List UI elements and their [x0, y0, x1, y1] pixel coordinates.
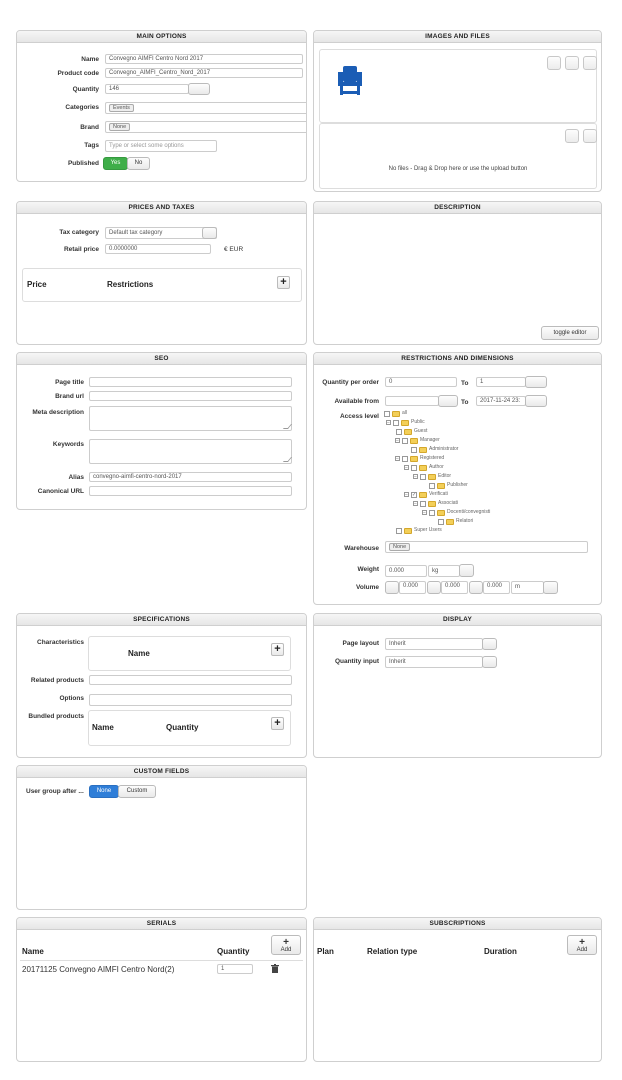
bundled-products-table — [88, 710, 291, 746]
quantity-input-label: Quantity input — [334, 658, 379, 665]
checkbox-icon[interactable] — [429, 510, 435, 516]
specifications-panel — [16, 613, 307, 758]
bundled-products-label: Bundled products — [28, 713, 84, 720]
volume-width-prefix — [427, 581, 441, 594]
collapse-icon[interactable]: − — [414, 501, 417, 507]
warehouse-label: Warehouse — [344, 545, 379, 552]
panel-title: MAIN OPTIONS — [17, 31, 306, 43]
volume-unit-select[interactable]: m — [511, 581, 544, 594]
seo-panel — [16, 352, 307, 510]
available-to-input[interactable]: 2017-11-24 23: — [476, 396, 526, 406]
options-label: Options — [59, 695, 84, 702]
warehouse-tag[interactable]: None — [389, 543, 410, 551]
weight-unit-dropdown[interactable] — [459, 564, 474, 577]
checkbox-icon[interactable] — [420, 501, 426, 507]
canonical-url-input[interactable] — [89, 486, 292, 496]
description-panel — [313, 201, 602, 345]
user-group-custom-button[interactable]: Custom — [118, 785, 156, 798]
volume-length-prefix — [385, 581, 399, 594]
relation-type-column-header: Relation type — [367, 947, 418, 956]
tree-node-author[interactable]: − Author — [405, 464, 444, 471]
retail-price-input[interactable]: 0.0000000 — [105, 244, 211, 254]
brand-label: Brand — [80, 124, 99, 131]
access-level-label: Access level — [339, 413, 379, 420]
available-from-calendar[interactable] — [438, 395, 458, 407]
user-group-none-button[interactable]: None — [89, 785, 119, 798]
page-layout-label: Page layout — [342, 640, 379, 647]
product-image-icon — [334, 64, 366, 96]
page-title-label: Page title — [55, 379, 84, 386]
page-title-input[interactable] — [89, 377, 292, 387]
plan-column-header: Plan — [317, 947, 334, 956]
folder-icon — [410, 438, 418, 444]
image-action-button-3[interactable] — [583, 56, 597, 70]
keywords-label: Keywords — [52, 441, 84, 448]
name-label: Name — [81, 56, 99, 63]
quantity-input[interactable]: 146 — [105, 84, 189, 94]
characteristics-table — [88, 636, 291, 671]
display-panel — [313, 613, 602, 758]
available-from-input[interactable] — [385, 396, 439, 406]
tax-category-dropdown[interactable] — [202, 227, 217, 239]
trash-icon[interactable] — [271, 964, 279, 973]
tree-node-administrator[interactable]: Administrator — [411, 446, 458, 453]
keywords-textarea[interactable] — [89, 439, 292, 464]
tree-node-publisher[interactable]: Publisher — [429, 482, 468, 489]
serial-name-header: Name — [22, 947, 44, 956]
related-products-label: Related products — [30, 677, 84, 684]
access-level-tree[interactable] — [384, 410, 584, 540]
product-code-label: Product code — [57, 70, 99, 77]
serial-quantity-header: Quantity — [217, 947, 250, 956]
tree-node-all[interactable]: all — [384, 410, 407, 417]
folder-icon — [401, 420, 409, 426]
options-input[interactable] — [89, 694, 292, 706]
canonical-url-label: Canonical URL — [37, 488, 84, 495]
duration-column-header: Duration — [484, 947, 517, 956]
meta-description-label: Meta description — [32, 409, 84, 416]
image-dropzone[interactable] — [319, 49, 597, 123]
checkbox-icon[interactable] — [429, 483, 435, 489]
file-dropzone[interactable] — [319, 123, 597, 189]
checkbox-icon[interactable] — [402, 456, 408, 462]
quantity-per-order-spinner[interactable] — [525, 376, 547, 388]
volume-height-prefix — [469, 581, 483, 594]
volume-length-input[interactable]: 0.000 — [399, 581, 426, 594]
price-restrictions-table — [22, 268, 302, 302]
name-column-header: Name — [128, 649, 150, 658]
main-options-panel — [16, 30, 307, 182]
panel-title: SUBSCRIPTIONS — [314, 918, 601, 930]
collapse-icon[interactable]: − — [423, 510, 426, 516]
folder-icon — [410, 456, 418, 462]
plus-icon: + — [283, 937, 289, 948]
volume-unit-dropdown[interactable] — [543, 581, 558, 594]
checkbox-icon[interactable] — [438, 519, 444, 525]
panel-title: DESCRIPTION — [314, 202, 601, 214]
alias-input[interactable]: convegno-aimfi-centro-nord-2017 — [89, 472, 292, 482]
folder-icon — [419, 447, 427, 453]
serial-row-name: 20171125 Convegno AIMFI Centro Nord(2) — [22, 965, 175, 974]
categories-input[interactable] — [105, 102, 307, 114]
checkbox-icon[interactable] — [396, 429, 402, 435]
price-column-header: Price — [27, 280, 47, 289]
user-group-label: User group after ... — [26, 788, 84, 795]
add-price-button[interactable]: + — [277, 276, 290, 289]
serials-panel — [16, 917, 307, 1062]
table-row — [20, 960, 303, 961]
tree-node-associati[interactable]: − Associati — [414, 500, 459, 507]
file-action-button-2[interactable] — [583, 129, 597, 143]
published-label: Published — [67, 160, 99, 167]
files-empty-text: No files - Drag & Drop here or use the upload button — [388, 166, 528, 172]
quantity-per-order-from[interactable]: 0 — [385, 377, 457, 387]
quantity-label: Quantity — [72, 86, 99, 93]
available-from-label: Available from — [334, 398, 379, 405]
related-products-input[interactable] — [89, 675, 292, 685]
brand-select[interactable] — [105, 121, 307, 133]
collapse-icon[interactable]: − — [405, 465, 408, 471]
checkbox-icon[interactable] — [393, 420, 399, 426]
tax-category-select[interactable]: Default tax category — [105, 227, 217, 239]
page-layout-select[interactable]: Inherit — [385, 638, 483, 650]
tree-node-manager[interactable]: − Manager — [396, 437, 440, 444]
brand-url-input[interactable] — [89, 391, 292, 401]
volume-height-input[interactable]: 0.000 — [483, 581, 510, 594]
checkbox-icon[interactable] — [411, 465, 417, 471]
tree-node-public[interactable]: − Public — [387, 419, 425, 426]
quantity-spinner[interactable] — [188, 83, 210, 95]
meta-description-textarea[interactable] — [89, 406, 292, 431]
panel-title: CUSTOM FIELDS — [17, 766, 306, 778]
weight-label: Weight — [357, 566, 379, 573]
folder-icon — [446, 519, 454, 525]
to-label-2: To — [461, 399, 469, 406]
toggle-editor-button[interactable]: toggle editor — [541, 326, 599, 340]
weight-input[interactable]: 0.000 — [385, 565, 427, 577]
collapse-icon[interactable]: − — [414, 474, 417, 480]
panel-title: SEO — [17, 353, 306, 365]
folder-icon — [419, 492, 427, 498]
tree-node-registered[interactable]: − Registered — [396, 455, 445, 462]
panel-title: PRICES AND TAXES — [17, 202, 306, 214]
product-code-input[interactable]: Convegno_AIMFI_Centro_Nord_2017 — [105, 68, 303, 78]
add-bundled-product-button[interactable]: + — [271, 717, 284, 730]
collapse-icon[interactable]: − — [396, 456, 399, 462]
image-action-button-1[interactable] — [547, 56, 561, 70]
tree-node-guest[interactable]: Guest — [396, 428, 427, 435]
collapse-icon[interactable]: − — [387, 420, 390, 426]
tags-label: Tags — [84, 142, 99, 149]
tree-node-editor[interactable]: − Editor — [414, 473, 452, 480]
images-files-panel — [313, 30, 602, 192]
checkbox-icon[interactable] — [420, 474, 426, 480]
published-yes-button[interactable]: Yes — [103, 157, 128, 170]
quantity-input-dropdown[interactable] — [482, 656, 497, 668]
file-action-button-1[interactable] — [565, 129, 579, 143]
folder-icon — [428, 474, 436, 480]
custom-fields-panel — [16, 765, 307, 910]
warehouse-select[interactable] — [385, 541, 588, 553]
weight-unit-select[interactable]: kg — [428, 565, 460, 577]
brand-url-label: Brand url — [55, 393, 84, 400]
name-input[interactable]: Convegno AIMFI Centro Nord 2017 — [105, 54, 303, 64]
folder-icon — [392, 411, 400, 417]
tax-category-label: Tax category — [59, 229, 99, 236]
image-action-button-2[interactable] — [565, 56, 579, 70]
folder-icon — [419, 465, 427, 471]
plus-icon: + — [579, 937, 585, 948]
categories-label: Categories — [65, 104, 99, 111]
tree-node-relatori[interactable]: Relatori — [438, 518, 473, 525]
checkbox-icon[interactable] — [402, 438, 408, 444]
characteristics-label: Characteristics — [37, 639, 84, 646]
bundled-quantity-header: Quantity — [166, 723, 199, 732]
panel-title: SPECIFICATIONS — [17, 614, 306, 626]
published-no-button[interactable]: No — [127, 157, 150, 170]
volume-label: Volume — [356, 584, 379, 591]
folder-icon — [437, 510, 445, 516]
checkbox-checked-icon[interactable]: ✓ — [412, 491, 417, 498]
retail-price-label: Retail price — [63, 246, 99, 253]
volume-width-input[interactable]: 0.000 — [441, 581, 468, 594]
tree-node-verificati[interactable]: − ✓ Verificati — [405, 491, 448, 498]
quantity-per-order-to[interactable]: 1 — [476, 377, 526, 387]
quantity-input-select[interactable]: Inherit — [385, 656, 483, 668]
checkbox-icon[interactable] — [396, 528, 402, 534]
checkbox-icon[interactable] — [384, 411, 390, 417]
panel-title: DISPLAY — [314, 614, 601, 626]
quantity-per-order-label: Quantity per order — [322, 379, 379, 386]
page-layout-dropdown[interactable] — [482, 638, 497, 650]
collapse-icon[interactable]: − — [396, 438, 399, 444]
add-subscription-button[interactable]: + Add — [567, 935, 597, 955]
folder-icon — [404, 528, 412, 534]
collapse-icon[interactable]: − — [405, 492, 408, 498]
available-to-calendar[interactable] — [525, 395, 547, 407]
currency-label: € EUR — [224, 246, 244, 253]
category-tag[interactable]: Events — [109, 104, 134, 112]
tags-input[interactable]: Type or select some options — [105, 140, 217, 152]
tree-node-super-users[interactable]: Super Users — [396, 527, 442, 534]
folder-icon — [428, 501, 436, 507]
serial-row-quantity-input[interactable]: 1 — [217, 964, 253, 974]
subscriptions-panel — [313, 917, 602, 1062]
panel-title: SERIALS — [17, 918, 306, 930]
panel-title: RESTRICTIONS AND DIMENSIONS — [314, 353, 601, 365]
to-label-1: To — [461, 380, 469, 387]
brand-tag[interactable]: None — [109, 123, 130, 131]
restrictions-dimensions-panel — [313, 352, 602, 605]
prices-taxes-panel — [16, 201, 307, 345]
add-serial-button[interactable]: + Add — [271, 935, 301, 955]
folder-icon — [437, 483, 445, 489]
add-characteristic-button[interactable]: + — [271, 643, 284, 656]
restrictions-column-header: Restrictions — [107, 280, 154, 289]
folder-icon — [404, 429, 412, 435]
tree-node-docenti[interactable]: − Docenti/convegnisti — [423, 509, 491, 516]
alias-label: Alias — [68, 474, 84, 481]
bundled-name-header: Name — [92, 723, 114, 732]
panel-title: IMAGES AND FILES — [314, 31, 601, 43]
checkbox-icon[interactable] — [411, 447, 417, 453]
